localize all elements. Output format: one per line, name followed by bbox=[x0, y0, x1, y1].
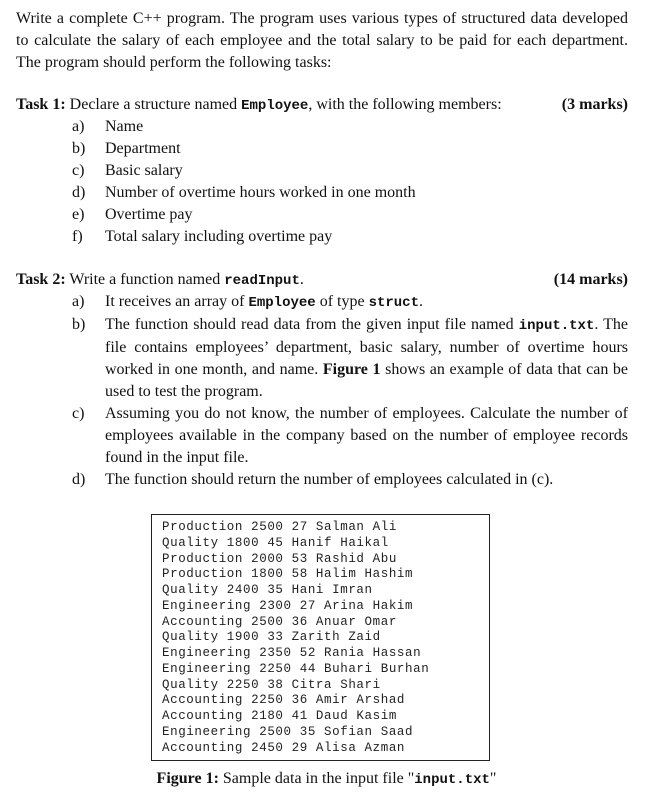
list-item bbox=[72, 291, 628, 314]
item-text: Department bbox=[105, 140, 181, 157]
item-text: Total salary including overtime pay bbox=[105, 228, 333, 245]
item-letter: a) bbox=[72, 293, 85, 310]
sample-line: Quality 1900 33 Zarith Zaid bbox=[162, 630, 381, 644]
caption-end: " bbox=[489, 770, 497, 787]
task2-list bbox=[72, 291, 628, 491]
task1-text: Declare a structure named bbox=[69, 96, 238, 113]
sample-line: Accounting 2450 29 Alisa Azman bbox=[162, 741, 406, 755]
sample-line: Accounting 2500 36 Anuar Omar bbox=[162, 615, 397, 629]
sample-data-box bbox=[151, 514, 490, 761]
sample-line: Accounting 2180 41 Daud Kasim bbox=[162, 709, 397, 723]
item-letter: f) bbox=[72, 228, 83, 245]
item-letter: e) bbox=[72, 206, 85, 223]
item-text: Basic salary bbox=[105, 162, 183, 179]
item-letter: c) bbox=[72, 162, 85, 179]
list-item bbox=[72, 314, 628, 403]
sample-line: Engineering 2250 44 Buhari Burhan bbox=[162, 662, 430, 676]
task1-label: Task 1: bbox=[16, 96, 66, 113]
item-text: It receives an array of bbox=[105, 293, 245, 310]
sample-line: Quality 1800 45 Hanif Haikal bbox=[162, 536, 389, 550]
item-text: . bbox=[418, 293, 423, 310]
list-item bbox=[72, 469, 628, 491]
caption-code: input.txt bbox=[414, 772, 490, 788]
sample-line: Production 2000 53 Rashid Abu bbox=[162, 552, 397, 566]
task2-text-after: . bbox=[299, 271, 304, 288]
item-letter: a) bbox=[72, 118, 85, 135]
list-item bbox=[72, 403, 628, 469]
task1-text-after: , with the following members: bbox=[308, 96, 502, 113]
figure-caption bbox=[0, 768, 653, 791]
item-text: Name bbox=[105, 118, 144, 135]
item-letter: b) bbox=[72, 316, 86, 333]
item-text: Assuming you do not know, the number of employees. Calculate the number of employees available in the company based on the number of employee records found in the input file. bbox=[105, 405, 628, 466]
item-text: Number of overtime hours worked in one month bbox=[105, 184, 416, 201]
sample-line: Engineering 2500 35 Sofian Saad bbox=[162, 725, 414, 739]
task1-heading bbox=[16, 94, 628, 117]
sample-line: Quality 2400 35 Hani Imran bbox=[162, 583, 373, 597]
sample-line: Production 1800 58 Halim Hashim bbox=[162, 567, 414, 581]
list-item bbox=[72, 160, 628, 182]
list-item bbox=[72, 204, 628, 226]
task2-marks: (14 marks) bbox=[553, 271, 628, 288]
list-item bbox=[72, 138, 628, 160]
item-letter: d) bbox=[72, 184, 86, 201]
item-text: Overtime pay bbox=[105, 206, 193, 223]
item-text: shows an example of data that can be used to test the program. bbox=[105, 361, 629, 400]
list-item bbox=[72, 226, 628, 248]
item-letter: b) bbox=[72, 140, 86, 157]
sample-line: Production 2500 27 Salman Ali bbox=[162, 520, 397, 534]
task2-label: Task 2: bbox=[16, 271, 66, 288]
caption-text: Sample data in the input file " bbox=[222, 770, 415, 787]
item-code: Employee bbox=[248, 295, 316, 311]
sample-line: Accounting 2250 36 Amir Arshad bbox=[162, 693, 406, 707]
list-item bbox=[72, 182, 628, 204]
task2-heading bbox=[16, 269, 628, 292]
sample-line: Quality 2250 38 Citra Shari bbox=[162, 678, 381, 692]
task1-marks: (3 marks) bbox=[561, 96, 628, 113]
item-letter: c) bbox=[72, 405, 85, 422]
list-item bbox=[72, 116, 628, 138]
figure-ref: Figure 1 bbox=[322, 361, 381, 378]
item-text: . The file contains employees’ department, basic salary, number of overtime hours worked in one month, and name. bbox=[105, 316, 629, 378]
task1-code: Employee bbox=[241, 98, 309, 114]
item-code: struct bbox=[368, 295, 419, 311]
task2-text: Write a function named bbox=[69, 271, 221, 288]
item-code: input.txt bbox=[518, 318, 595, 334]
sample-line: Engineering 2350 52 Rania Hassan bbox=[162, 646, 422, 660]
item-letter: d) bbox=[72, 471, 86, 488]
caption-label: Figure 1: bbox=[156, 770, 219, 787]
item-text: of type bbox=[319, 293, 365, 310]
sample-line: Engineering 2300 27 Arina Hakim bbox=[162, 599, 414, 613]
task1-list bbox=[72, 116, 628, 248]
item-text: The function should return the number of employees calculated in (c). bbox=[105, 471, 554, 488]
intro-paragraph: Write a complete C++ program. The program uses various types of structured data developed to calculate the salary of each employee and the total salary to be paid for each department. The program should perform the following tasks: bbox=[16, 10, 628, 71]
item-text: The function should read data from the given input file named bbox=[105, 316, 514, 333]
task2-code: readInput bbox=[224, 273, 300, 289]
